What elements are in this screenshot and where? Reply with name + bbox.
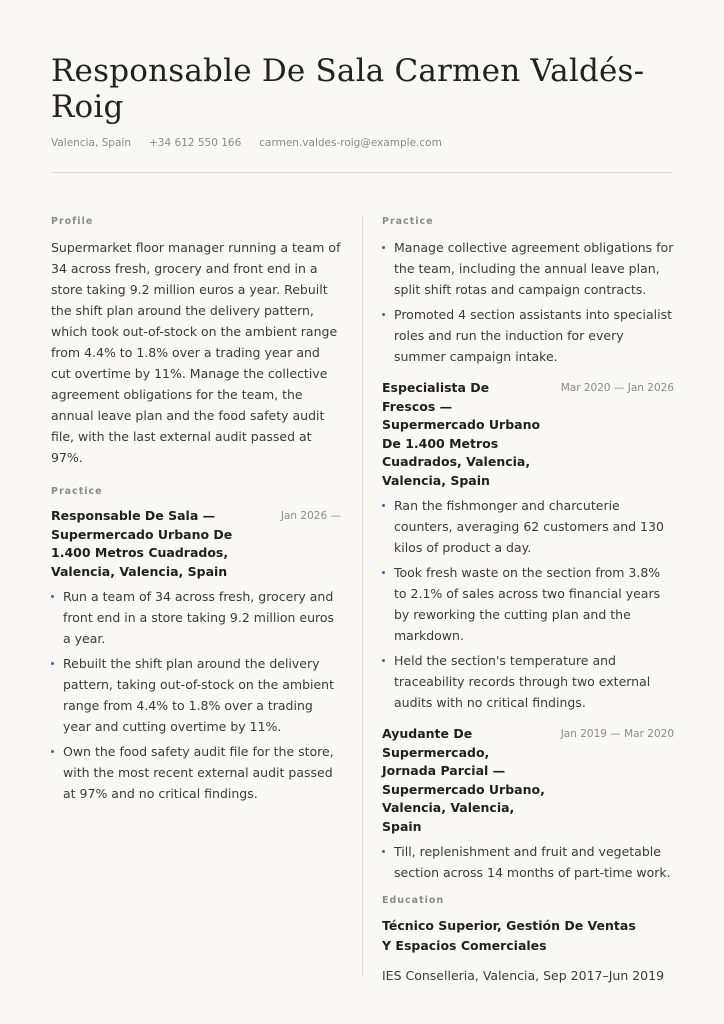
list-item: Took fresh waste on the section from 3.8% to 2.1% of sales across two financial years by reworking the cutting plan and the markdown.	[382, 562, 674, 646]
candidate-name: Responsable De Sala Carmen Valdés-Roig	[51, 53, 645, 125]
left-column	[51, 216, 341, 808]
contact-line	[51, 137, 442, 149]
email-text: carmen.valdes-roig@example.com	[259, 137, 442, 149]
list-item: Manage collective agreement obligations for the team, including the annual leave plan, split shift rotas and campaign contracts.	[382, 237, 674, 300]
job-bullets	[51, 586, 341, 804]
list-item: Promoted 4 section assistants into specialist roles and run the induction for every summer campaign intake.	[382, 304, 674, 367]
job-header	[51, 507, 341, 581]
profile-text: Supermarket floor manager running a team of 34 across fresh, grocery and front end in a store taking 9.2 million euros a year. Rebuilt the shift plan around the delivery pattern, which took out-of-stock on the ambient range from 4.4% to 1.8% over a trading year and cut overtime by 11%. Manage the collective agreement obligations for the team, the annual leave plan and the food safety audit file, with the last external audit passed at 97%.	[51, 240, 341, 465]
job-date: Jan 2019 — Mar 2020	[560, 728, 674, 740]
list-item: Own the food safety audit file for the store, with the most recent external audit passed at 97% and no critical findings.	[51, 741, 341, 804]
job-title: Especialista De Frescos — Supermercado Urbano De 1.400 Metros Cuadrados, Valencia, Valencia, Spain	[382, 380, 541, 488]
job-bullets	[382, 495, 674, 713]
column-divider	[362, 216, 363, 976]
education-title: Técnico Superior, Gestión De Ventas Y Espacios Comerciales	[382, 918, 636, 953]
practice-label-right: Practice	[382, 216, 434, 227]
list-item: Run a team of 34 across fresh, grocery and front end in a store taking 9.2 million euros a year.	[51, 586, 341, 649]
job-header	[382, 725, 674, 836]
list-item: Ran the fishmonger and charcuterie counters, averaging 62 customers and 130 kilos of product a day.	[382, 495, 674, 558]
continued-bullets	[382, 237, 674, 367]
job-date: Jan 2026 —	[280, 510, 341, 522]
list-item: Till, replenishment and fruit and vegetable section across 14 months of part-time work.	[382, 841, 674, 883]
job-title: Ayudante De Supermercado, Jornada Parcial — Supermercado Urbano, Valencia, Valencia, Spain	[382, 726, 545, 834]
job-header	[382, 379, 674, 490]
location-text: Valencia, Spain	[51, 137, 131, 149]
phone-text: +34 612 550 166	[148, 137, 242, 149]
job-title: Responsable De Sala — Supermercado Urbano De 1.400 Metros Cuadrados, Valencia, Valencia, Spain	[51, 508, 233, 579]
education-meta: IES Conselleria, Valencia, Sep 2017–Jun 2019	[382, 968, 665, 983]
job-bullets	[382, 841, 674, 883]
profile-label: Profile	[51, 216, 94, 227]
education-label: Education	[382, 895, 445, 906]
header-divider	[51, 172, 673, 173]
job-date: Mar 2020 — Jan 2026	[560, 382, 674, 394]
right-column	[382, 216, 674, 986]
practice-label-left: Practice	[51, 486, 103, 497]
list-item: Held the section's temperature and traceability records through two external audits with no critical findings.	[382, 650, 674, 713]
list-item: Rebuilt the shift plan around the delivery pattern, taking out-of-stock on the ambient range from 4.4% to 1.8% over a trading year and cutting overtime by 11%.	[51, 653, 341, 737]
